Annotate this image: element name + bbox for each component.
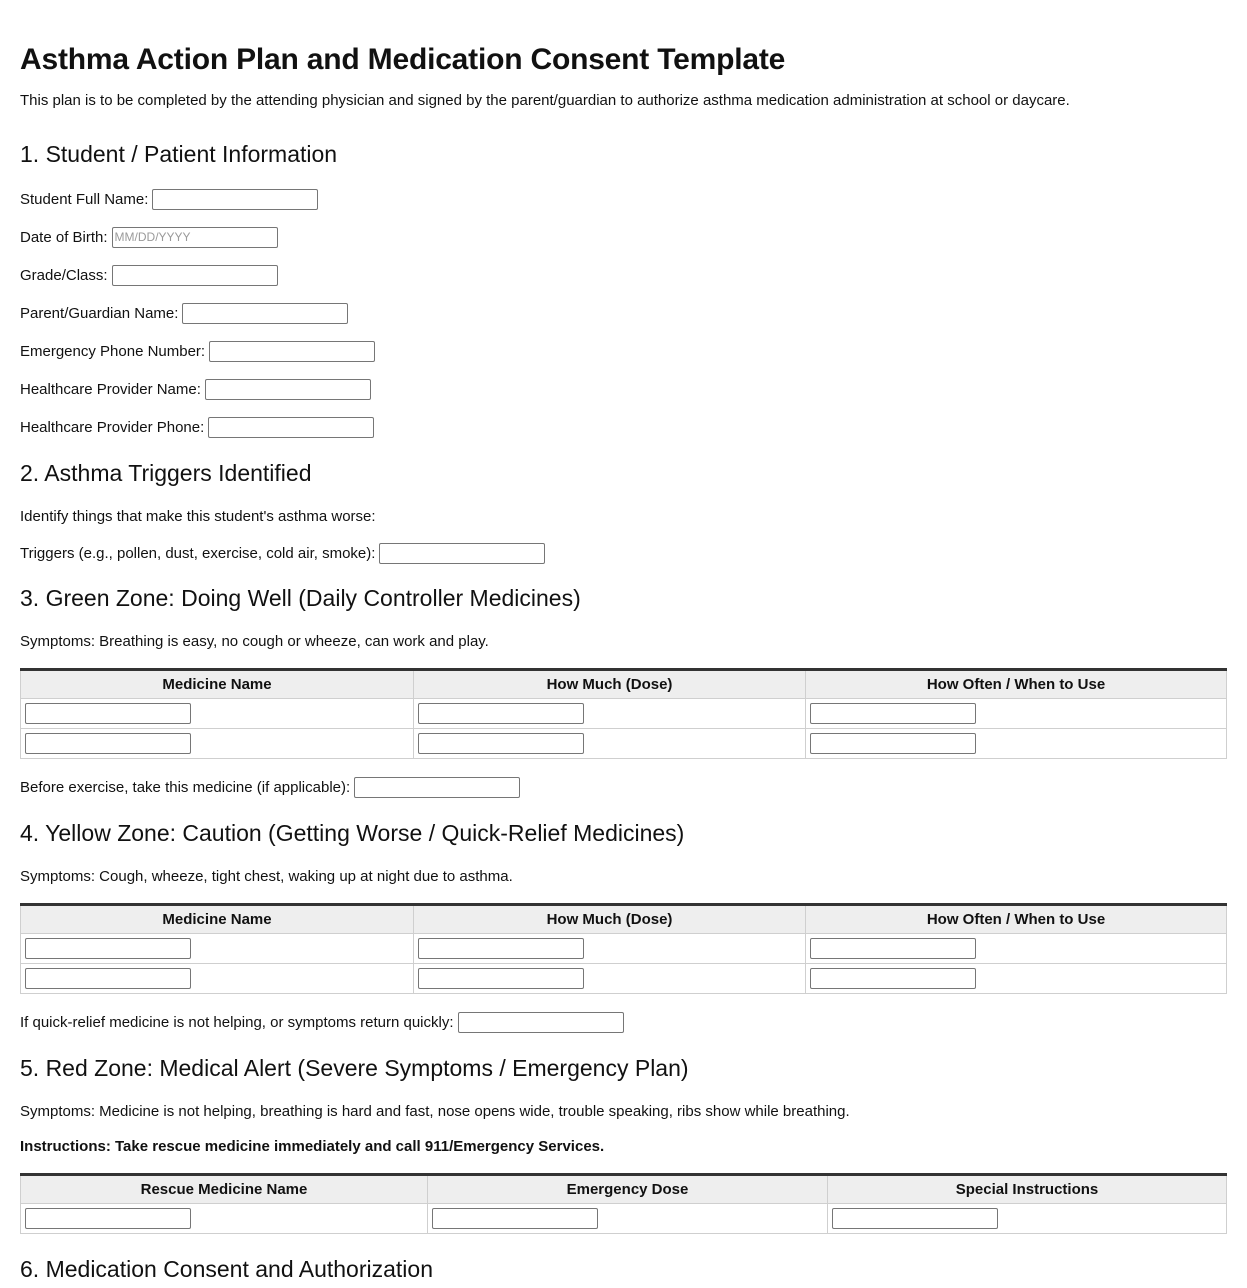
field-label: Emergency Phone Number: <box>20 342 206 360</box>
table-cell <box>21 699 414 729</box>
table-cell <box>806 934 1227 964</box>
green-zone-table <box>20 668 1227 759</box>
dose-input[interactable] <box>418 733 584 754</box>
special-instructions-input[interactable] <box>832 1208 998 1229</box>
column-header: Medicine Name <box>21 670 414 699</box>
section1-heading: 1. Student / Patient Information <box>20 141 338 167</box>
table-row <box>21 1204 1227 1234</box>
column-header: How Often / When to Use <box>806 670 1227 699</box>
field-parent-name <box>20 302 348 324</box>
red-zone-instructions: Instructions: Take rescue medicine immediately and call 911/Emergency Services. <box>20 1138 605 1155</box>
table-cell <box>21 729 414 759</box>
provider-name-input[interactable] <box>205 379 371 400</box>
rescue-medicine-input[interactable] <box>25 1208 191 1229</box>
field-quick-relief-fail <box>20 1011 624 1033</box>
table-cell <box>414 729 806 759</box>
quick-relief-fail-input[interactable] <box>458 1012 624 1033</box>
student-name-input[interactable] <box>152 189 318 210</box>
frequency-input[interactable] <box>810 968 976 989</box>
field-student-name <box>20 188 318 210</box>
field-label: Triggers (e.g., pollen, dust, exercise, cold air, smoke): <box>20 544 376 562</box>
yellow-zone-symptoms: Symptoms: Cough, wheeze, tight chest, waking up at night due to asthma. <box>20 868 513 885</box>
frequency-input[interactable] <box>810 703 976 724</box>
medicine-name-input[interactable] <box>25 733 191 754</box>
table-cell <box>806 699 1227 729</box>
table-cell <box>21 964 414 994</box>
medicine-name-input[interactable] <box>25 968 191 989</box>
emergency-phone-input[interactable] <box>209 341 375 362</box>
section3-heading: 3. Green Zone: Doing Well (Daily Controller Medicines) <box>20 585 581 611</box>
table-cell <box>806 729 1227 759</box>
column-header: Special Instructions <box>828 1175 1227 1204</box>
table-cell <box>414 934 806 964</box>
field-dob <box>20 226 278 248</box>
table-cell <box>414 699 806 729</box>
column-header: Rescue Medicine Name <box>21 1175 428 1204</box>
page-title: Asthma Action Plan and Medication Consent Template <box>20 43 786 76</box>
table-cell <box>21 1204 428 1234</box>
medicine-name-input[interactable] <box>25 938 191 959</box>
field-provider-phone <box>20 416 374 438</box>
column-header: How Much (Dose) <box>414 670 806 699</box>
field-label: Grade/Class: <box>20 266 108 284</box>
table-row <box>21 934 1227 964</box>
section6-heading: 6. Medication Consent and Authorization <box>20 1256 433 1282</box>
frequency-input[interactable] <box>810 938 976 959</box>
table-cell <box>828 1204 1227 1234</box>
emergency-dose-input[interactable] <box>432 1208 598 1229</box>
table-cell <box>414 964 806 994</box>
medicine-name-input[interactable] <box>25 703 191 724</box>
table-row <box>21 729 1227 759</box>
field-triggers <box>20 542 545 564</box>
table-cell <box>428 1204 828 1234</box>
triggers-input[interactable] <box>379 543 545 564</box>
triggers-intro: Identify things that make this student's asthma worse: <box>20 508 376 525</box>
field-label: Before exercise, take this medicine (if applicable): <box>20 778 351 796</box>
red-zone-symptoms: Symptoms: Medicine is not helping, breathing is hard and fast, nose opens wide, trouble speaking, ribs show while breathing. <box>20 1103 850 1120</box>
field-label: Healthcare Provider Name: <box>20 380 201 398</box>
provider-phone-input[interactable] <box>208 417 374 438</box>
grade-input[interactable] <box>112 265 278 286</box>
field-label: If quick-relief medicine is not helping, or symptoms return quickly: <box>20 1013 454 1031</box>
column-header: How Much (Dose) <box>414 905 806 934</box>
field-before-exercise <box>20 776 520 798</box>
red-zone-table <box>20 1173 1227 1234</box>
table-cell <box>21 934 414 964</box>
parent-name-input[interactable] <box>182 303 348 324</box>
field-grade <box>20 264 278 286</box>
dob-input[interactable] <box>112 227 278 248</box>
field-label: Student Full Name: <box>20 190 149 208</box>
table-row <box>21 699 1227 729</box>
field-label: Date of Birth: <box>20 228 108 246</box>
column-header: Emergency Dose <box>428 1175 828 1204</box>
field-provider-name <box>20 378 371 400</box>
table-cell <box>806 964 1227 994</box>
section4-heading: 4. Yellow Zone: Caution (Getting Worse / Quick-Relief Medicines) <box>20 820 685 846</box>
column-header: How Often / When to Use <box>806 905 1227 934</box>
section2-heading: 2. Asthma Triggers Identified <box>20 460 312 486</box>
field-label: Healthcare Provider Phone: <box>20 418 205 436</box>
green-zone-symptoms: Symptoms: Breathing is easy, no cough or wheeze, can work and play. <box>20 633 489 650</box>
frequency-input[interactable] <box>810 733 976 754</box>
intro-text: This plan is to be completed by the attending physician and signed by the parent/guardian to authorize asthma medication administration at school or daycare. <box>20 92 1070 109</box>
column-header: Medicine Name <box>21 905 414 934</box>
before-exercise-input[interactable] <box>354 777 520 798</box>
dose-input[interactable] <box>418 703 584 724</box>
yellow-zone-table <box>20 903 1227 994</box>
dose-input[interactable] <box>418 968 584 989</box>
field-emergency-phone <box>20 340 375 362</box>
dose-input[interactable] <box>418 938 584 959</box>
table-row <box>21 964 1227 994</box>
field-label: Parent/Guardian Name: <box>20 304 179 322</box>
section5-heading: 5. Red Zone: Medical Alert (Severe Symptoms / Emergency Plan) <box>20 1055 689 1081</box>
